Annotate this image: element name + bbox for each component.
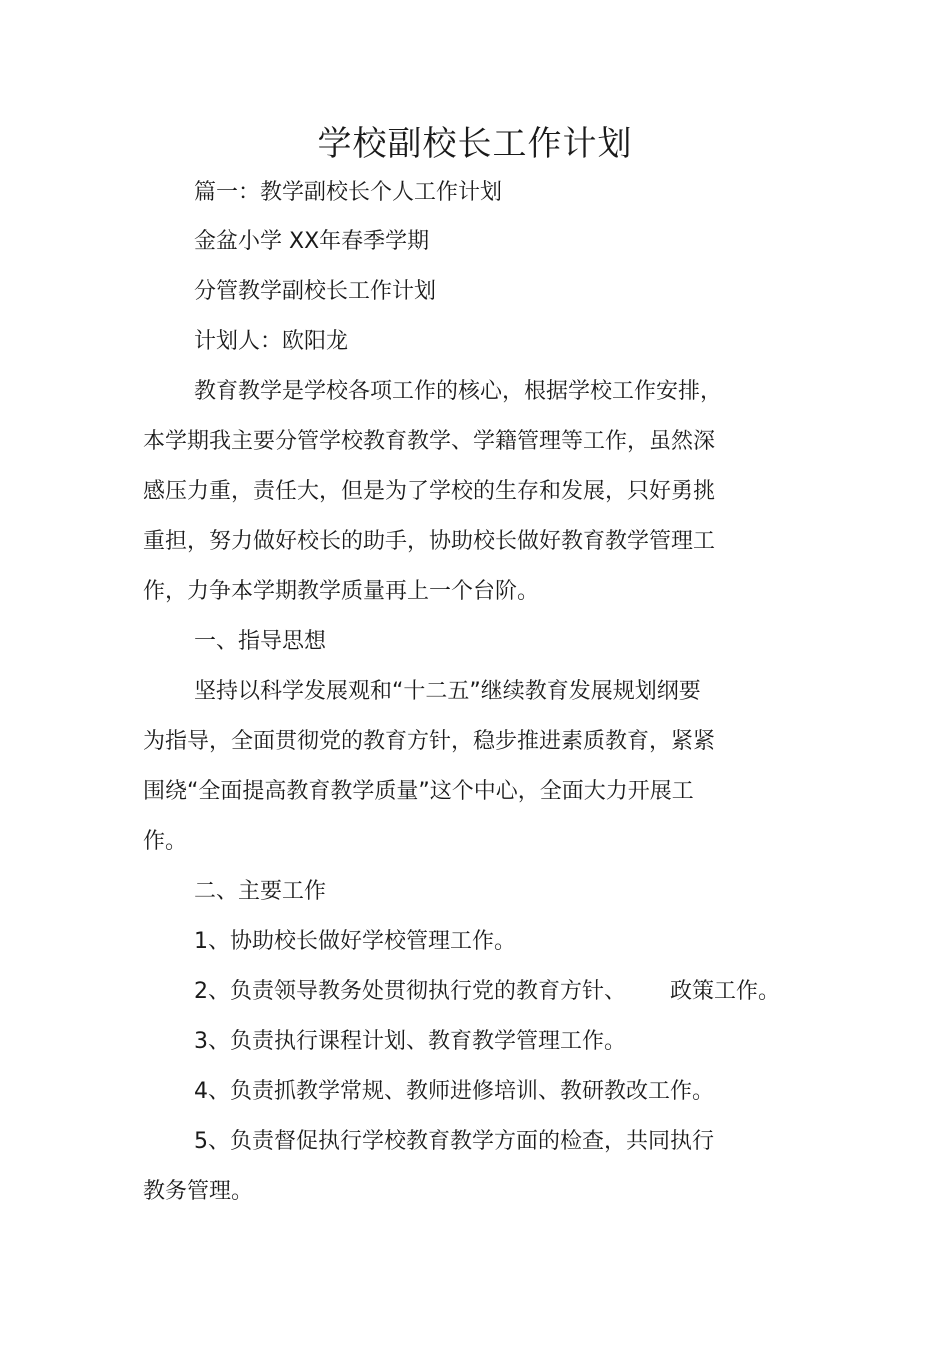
- guiding-thought-line: 为指导，全面贯彻党的教育方针，稳步推进素质教育，紧紧: [143, 729, 716, 754]
- plan-name-line: 分管教学副校长工作计划: [194, 279, 437, 304]
- intro-paragraph-line: 教育教学是学校各项工作的核心，根据学校工作安排，: [194, 379, 723, 404]
- main-work-item: [194, 977, 780, 1007]
- main-work-item-part: 政策工作。: [670, 979, 781, 1004]
- main-work-item: 3、负责执行课程计划、教育教学管理工作。: [194, 1029, 626, 1054]
- section-heading-main-work: 二、主要工作: [194, 879, 327, 904]
- intro-paragraph-line: 感压力重，责任大，但是为了学校的生存和发展，只好勇挑: [143, 479, 716, 504]
- intro-paragraph-line: 作，力争本学期教学质量再上一个台阶。: [143, 579, 540, 604]
- planner-line: 计划人：欧阳龙: [194, 329, 349, 354]
- subtitle-line: 篇一：教学副校长个人工作计划: [194, 180, 503, 205]
- main-work-item-part: 2、负责领导教务处贯彻执行党的教育方针、: [194, 979, 626, 1004]
- intro-paragraph-line: 重担，努力做好校长的助手，协助校长做好教育教学管理工: [143, 529, 716, 554]
- main-work-item: 1、协助校长做好学校管理工作。: [194, 929, 516, 954]
- intro-paragraph-line: 本学期我主要分管学校教育教学、学籍管理等工作，虽然深: [143, 429, 716, 454]
- guiding-thought-line: 围绕“全面提高教育教学质量”这个中心，全面大力开展工: [143, 779, 694, 804]
- guiding-thought-line: 作。: [143, 829, 188, 854]
- document-title: 学校副校长工作计划: [317, 124, 633, 164]
- school-term-line: 金盆小学 XX年春季学期: [194, 229, 430, 254]
- main-work-item: 4、负责抓教学常规、教师进修培训、教研教改工作。: [194, 1079, 714, 1104]
- main-work-item: 教务管理。: [143, 1179, 254, 1204]
- main-work-item: 5、负责督促执行学校教育教学方面的检查，共同执行: [194, 1129, 714, 1154]
- section-heading-guiding-thought: 一、指导思想: [194, 629, 327, 654]
- guiding-thought-line: 坚持以科学发展观和“十二五”继续教育发展规划纲要: [194, 679, 701, 704]
